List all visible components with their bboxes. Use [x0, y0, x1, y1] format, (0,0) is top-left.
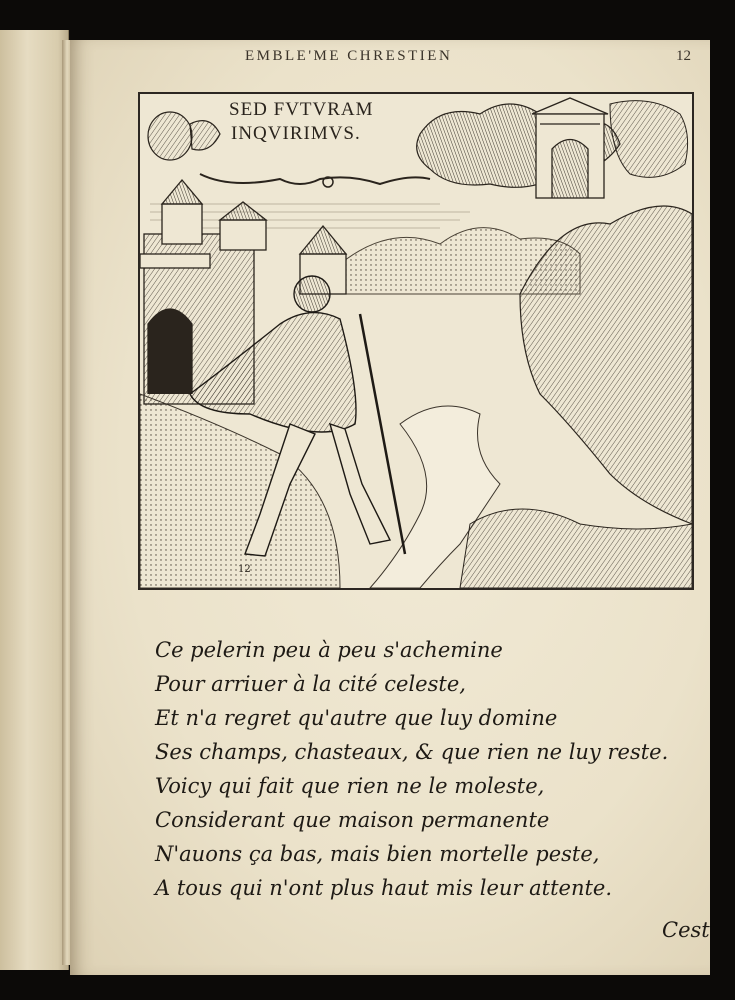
cloud-right	[610, 101, 688, 178]
left-page-edge	[0, 30, 69, 970]
motto-line-1: SED FVTVRAM	[229, 99, 374, 120]
catchword: Cest	[662, 918, 710, 942]
cartouche-scroll	[200, 174, 430, 184]
page-number: 12	[676, 48, 691, 64]
verse-line: Ses champs, chasteaux, & que rien ne luy reste.	[155, 740, 669, 764]
verse-line: Voicy qui fait que rien ne le moleste,	[155, 774, 545, 798]
verse-line: N'auons ça bas, mais bien mortelle peste,	[155, 842, 600, 866]
celestial-city-temple	[532, 98, 608, 198]
verse-line: Ce pelerin peu à peu s'achemine	[155, 638, 503, 662]
foreground-rocks	[460, 509, 692, 588]
motto-line-2: INQVIRIMVS.	[231, 123, 361, 144]
verse-line: A tous qui n'ont plus haut mis leur attente.	[155, 876, 613, 900]
running-head: EMBLE'ME CHRESTIEN	[245, 48, 453, 64]
wind-face-ornament	[148, 112, 220, 160]
verse-line: Considerant que maison permanente	[155, 808, 550, 832]
plate-number: 12	[238, 564, 251, 575]
verse-line: Et n'a regret qu'autre que luy domine	[155, 706, 558, 730]
verse-stanza	[155, 633, 715, 905]
emblem-motto	[229, 98, 374, 146]
emblem-engraving	[138, 92, 694, 590]
trees-right	[520, 206, 692, 524]
engraving-illustration	[140, 94, 692, 588]
verse-line: Pour arriuer à la cité celeste,	[155, 672, 466, 696]
